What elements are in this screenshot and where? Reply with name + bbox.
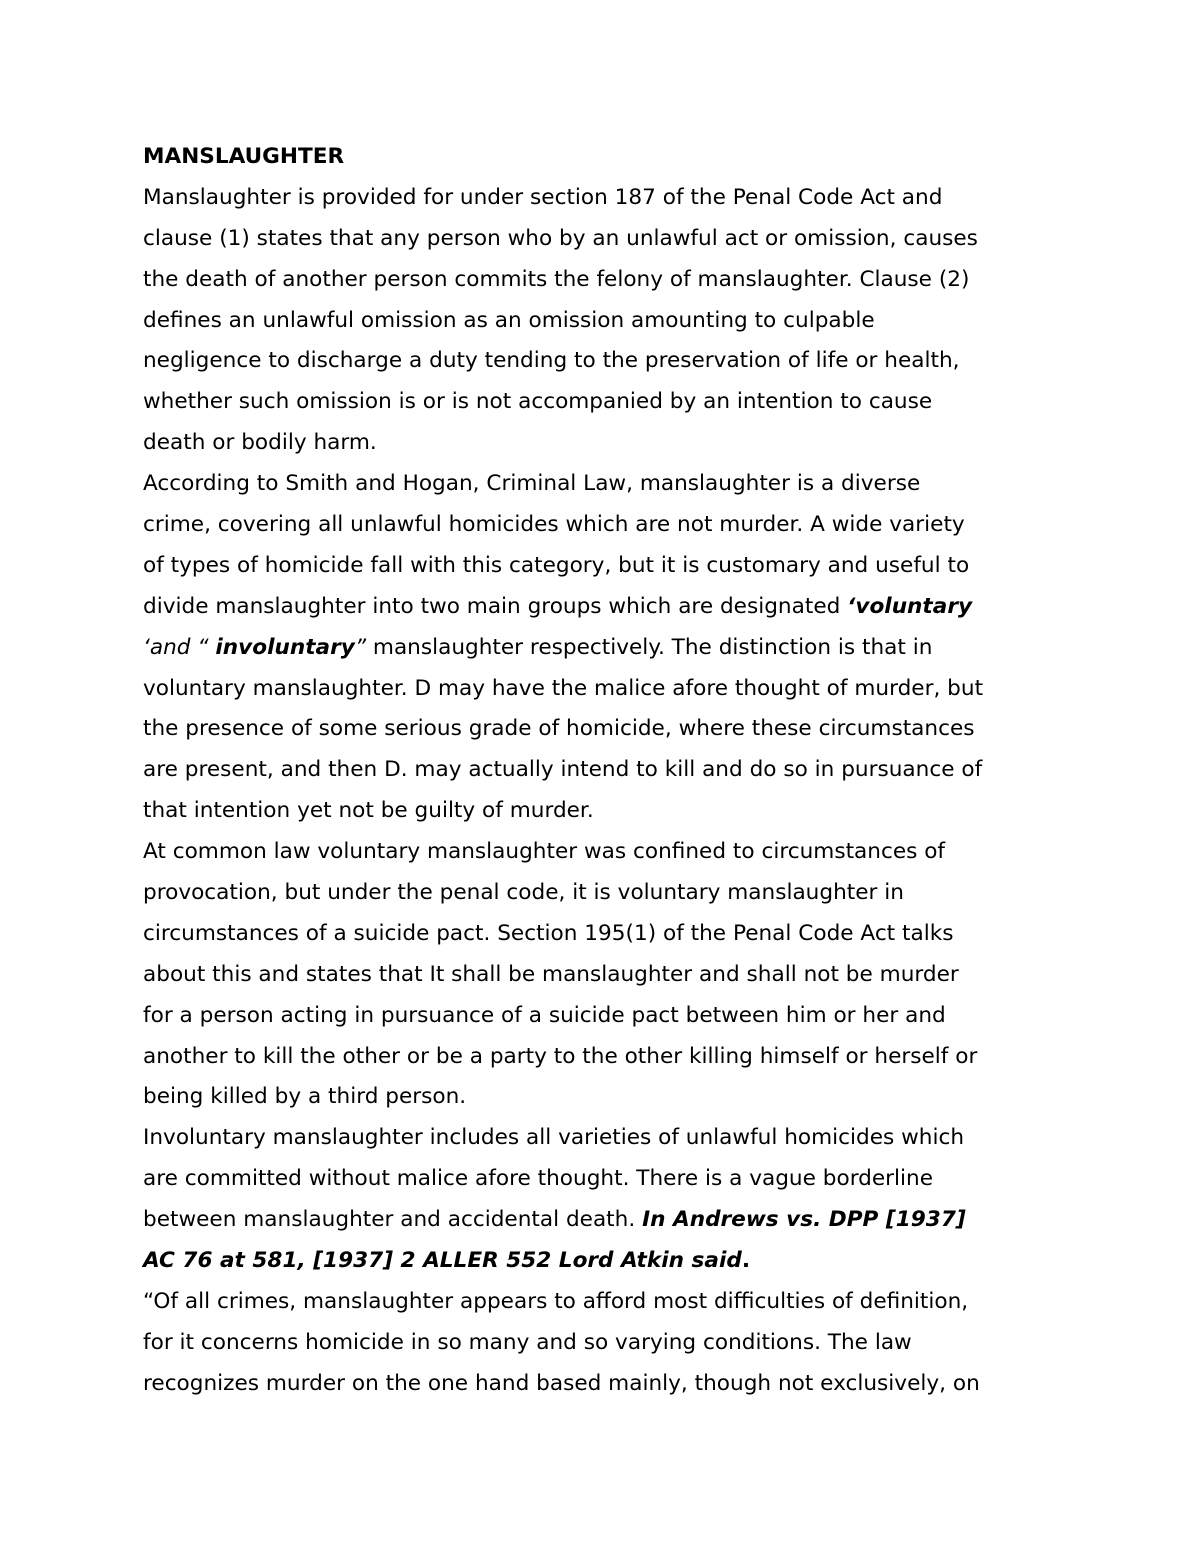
- text-run: being killed by a third person.: [143, 1084, 467, 1110]
- text-line: [143, 1037, 1073, 1078]
- text-line: [143, 1323, 1073, 1364]
- text-run: According to Smith and Hogan, Criminal Law, manslaughter is a diverse: [143, 471, 921, 497]
- text-run: Manslaughter is provided for under section 187 of the Penal Code Act and: [143, 184, 943, 210]
- text-run: ”: [354, 634, 367, 660]
- text-run: of types of homicide fall with this category, but it is customary and useful to: [143, 552, 970, 578]
- text-line: [143, 1077, 1073, 1118]
- text-line: [143, 832, 1073, 873]
- text-run: AC 76 at 581, [1937] 2 ALLER 552 Lord Atkin said: [143, 1248, 742, 1274]
- document-body: [143, 137, 1073, 1405]
- text-run: another to kill the other or be a party to the other killing himself or herself or: [143, 1043, 978, 1069]
- text-line: [143, 873, 1073, 914]
- text-line: [143, 505, 1073, 546]
- text-run: involuntary: [215, 634, 355, 660]
- text-line: [143, 1241, 1073, 1282]
- document-text: [143, 178, 1073, 1405]
- text-line: [143, 791, 1073, 832]
- text-run: negligence to discharge a duty tending to the preservation of life or health,: [143, 348, 960, 374]
- text-run: crime, covering all unlawful homicides which are not murder. A wide variety: [143, 512, 965, 538]
- text-line: [143, 382, 1073, 423]
- text-run: In Andrews vs. DPP [1937]: [642, 1207, 966, 1233]
- text-run: are present, and then D. may actually intend to kill and do so in pursuance of: [143, 757, 983, 783]
- text-run: manslaughter respectively. The distinction is that in: [366, 634, 933, 660]
- text-run: for a person acting in pursuance of a suicide pact between him or her and: [143, 1002, 946, 1028]
- text-line: [143, 587, 1073, 628]
- text-line: [143, 219, 1073, 260]
- text-line: [143, 1200, 1073, 1241]
- text-line: [143, 1364, 1073, 1405]
- text-run: At common law voluntary manslaughter was confined to circumstances of: [143, 839, 946, 865]
- text-line: [143, 301, 1073, 342]
- text-line: [143, 750, 1073, 791]
- text-run: divide manslaughter into two main groups which are designated: [143, 593, 848, 619]
- text-run: .: [741, 1248, 751, 1274]
- text-run: whether such omission is or is not accompanied by an intention to cause: [143, 389, 933, 415]
- text-run: the presence of some serious grade of homicide, where these circumstances: [143, 716, 975, 742]
- text-run: ‘and “: [143, 634, 216, 660]
- text-run: recognizes murder on the one hand based mainly, though not exclusively, on: [143, 1370, 980, 1396]
- text-line: [143, 955, 1073, 996]
- text-run: about this and states that It shall be manslaughter and shall not be murder: [143, 961, 959, 987]
- text-line: [143, 178, 1073, 219]
- text-run: defines an unlawful omission as an omission amounting to culpable: [143, 307, 875, 333]
- text-run: circumstances of a suicide pact. Section 195(1) of the Penal Code Act talks: [143, 920, 954, 946]
- text-run: Involuntary manslaughter includes all varieties of unlawful homicides which: [143, 1125, 965, 1151]
- text-run: “Of all crimes, manslaughter appears to afford most difficulties of definition,: [143, 1288, 969, 1314]
- text-line: [143, 260, 1073, 301]
- text-run: are committed without malice afore thought. There is a vague borderline: [143, 1166, 934, 1192]
- text-run: between manslaughter and accidental death.: [143, 1207, 643, 1233]
- text-line: [143, 628, 1073, 669]
- text-line: [143, 423, 1073, 464]
- text-line: [143, 1282, 1073, 1323]
- text-run: for it concerns homicide in so many and so varying conditions. The law: [143, 1329, 912, 1355]
- text-run: ‘voluntary: [847, 593, 973, 619]
- text-line: [143, 464, 1073, 505]
- text-run: voluntary manslaughter. D may have the malice afore thought of murder, but: [143, 675, 984, 701]
- text-run: clause (1) states that any person who by an unlawful act or omission, causes: [143, 225, 978, 251]
- text-line: [143, 709, 1073, 750]
- text-line: [143, 914, 1073, 955]
- text-line: [143, 546, 1073, 587]
- text-run: the death of another person commits the felony of manslaughter. Clause (2): [143, 266, 970, 292]
- document-title: MANSLAUGHTER: [143, 144, 345, 169]
- text-line: [143, 669, 1073, 710]
- text-line: [143, 996, 1073, 1037]
- text-line: [143, 1159, 1073, 1200]
- text-run: provocation, but under the penal code, it is voluntary manslaughter in: [143, 880, 904, 906]
- text-run: that intention yet not be guilty of murder.: [143, 798, 594, 824]
- text-line: [143, 1118, 1073, 1159]
- text-run: death or bodily harm.: [143, 430, 377, 456]
- text-line: [143, 341, 1073, 382]
